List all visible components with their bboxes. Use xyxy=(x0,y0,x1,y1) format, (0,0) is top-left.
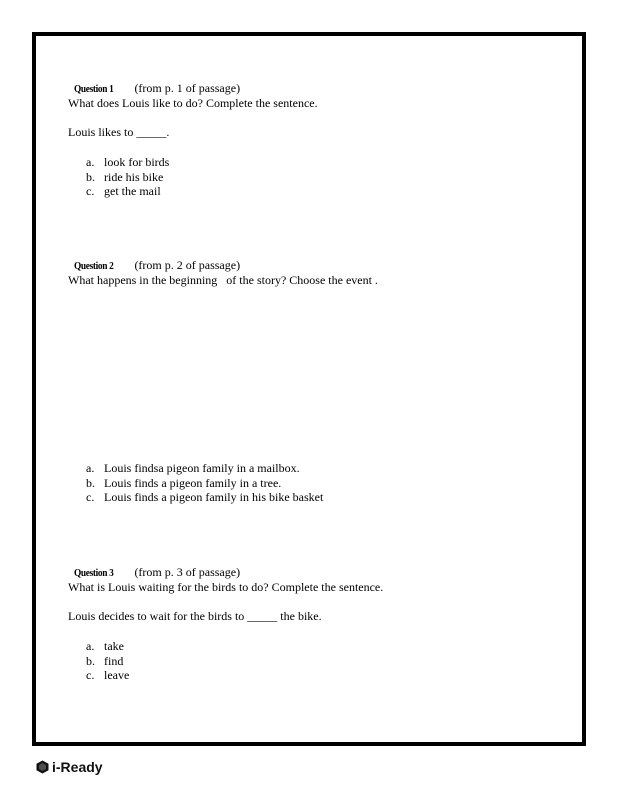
question-2-label: Question 2 xyxy=(74,260,114,272)
question-1-option-c: c. get the mail xyxy=(86,184,161,199)
question-3-sentence: Louis decides to wait for the birds to _____ the bike. xyxy=(68,609,322,623)
question-1-source: (from p. 1 of passage) xyxy=(134,81,241,95)
question-3-option-b: b. find xyxy=(86,653,124,668)
question-2-option-b: b. Louis finds a pigeon family in a tree. xyxy=(86,475,282,490)
question-2-prompt: What happens in the beginning of the story? Choose the event . xyxy=(68,273,378,287)
question-1-option-b: b. ride his bike xyxy=(86,169,164,184)
question-2-source: (from p. 2 of passage) xyxy=(134,258,241,272)
question-2-header xyxy=(68,243,240,274)
question-3-prompt: What is Louis waiting for the birds to do? Complete the sentence. xyxy=(68,580,384,594)
iready-logo-text: i-Ready xyxy=(52,759,103,775)
question-1-option-a: a. look for birds xyxy=(86,155,170,169)
question-1-prompt: What does Louis like to do? Complete the sentence. xyxy=(68,96,318,110)
question-1-options xyxy=(86,155,169,199)
question-2-option-c: c. Louis finds a pigeon family in his bike basket xyxy=(86,490,324,505)
question-2-option-a: a. Louis findsa pigeon family in a mailbox. xyxy=(86,461,300,475)
question-1-header xyxy=(68,66,240,97)
question-3-label: Question 3 xyxy=(74,567,114,579)
question-3-option-a: a. take xyxy=(86,639,124,653)
question-1-label: Question 1 xyxy=(74,83,114,95)
question-3-source: (from p. 3 of passage) xyxy=(134,565,241,579)
question-1-sentence: Louis likes to _____. xyxy=(68,125,170,139)
question-3-option-c: c. leave xyxy=(86,668,130,683)
iready-logo xyxy=(36,759,103,775)
question-3-header xyxy=(68,550,240,581)
question-3-options xyxy=(86,639,129,683)
question-2-options xyxy=(86,461,323,505)
iready-hex-icon xyxy=(36,760,49,774)
